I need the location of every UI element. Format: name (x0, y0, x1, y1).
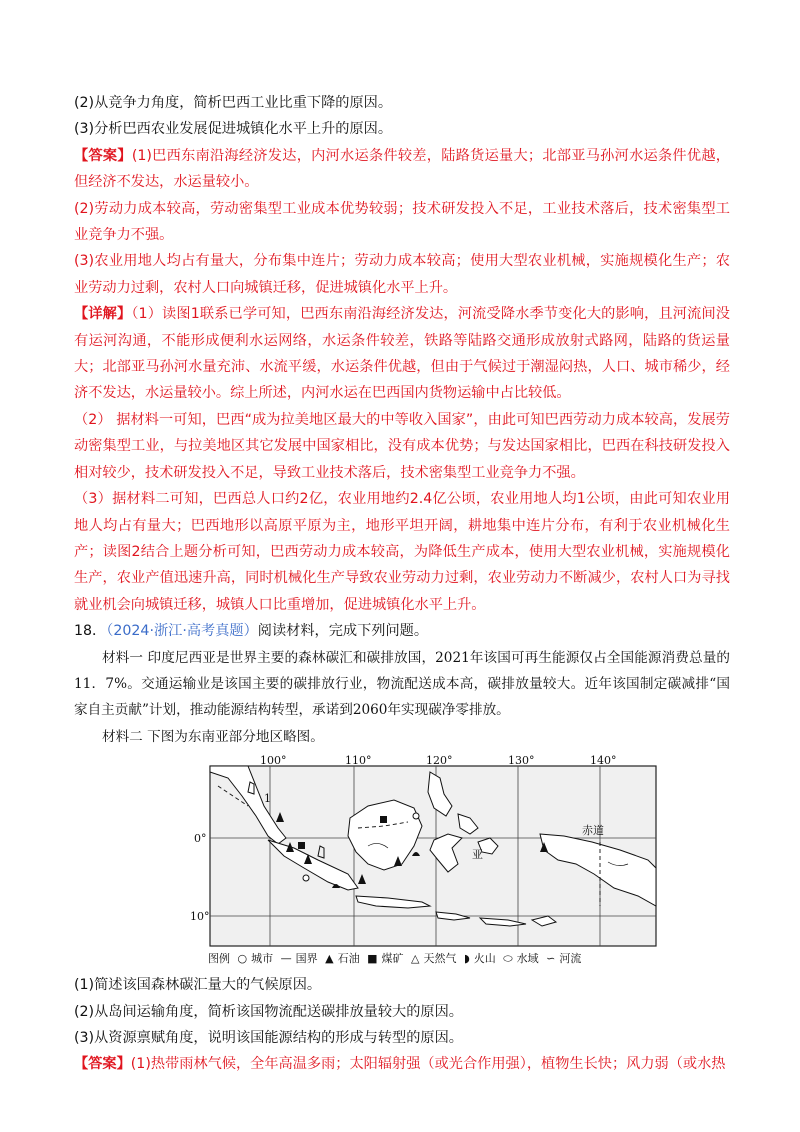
legend-river-icon: ∽ (546, 952, 556, 966)
legend-oil-icon: ▲ (325, 952, 334, 966)
place-label-1: 1 (264, 792, 271, 806)
q18-sub2: (2)从岛间运输角度，简析该国物流配送碳排放量较大的原因。 (74, 1003, 463, 1020)
q17-answer1 (74, 143, 730, 196)
lon-label-100: 100° (260, 754, 287, 768)
legend-volcano: 火山 (473, 952, 496, 966)
q18-answer1 (74, 1051, 730, 1077)
answer1-text: (1)巴西东南沿海经济发达，内河水运条件较差，陆路货运量大；北部亚马孙河水运条件优越，但经济不发达，水运量较小。 (74, 147, 730, 191)
legend-coal: 煤矿 (381, 952, 404, 966)
q18-header (74, 618, 730, 644)
lon-label-140: 140° (590, 754, 617, 768)
legend-city-icon: ○ (237, 952, 248, 966)
legend-oil: 石油 (337, 952, 360, 966)
q17-detail2: （2） 据材料一可知，巴西“成为拉美地区最大的中等收入国家”，由此可知巴西劳动力成本较高，发展劳动密集型工业，与拉美地区其它发展中国家相比，没有成本优势；与发达国家相比，巴西在科技研发投入相对较少，技术研发投入不足，导致工业技术落后，技术密集型工业竞争力不强。 (74, 411, 730, 481)
q18-answer-tag: 【答案】 (74, 1056, 131, 1073)
detail-tag: 【详解】 (74, 306, 132, 323)
q17-sub2: (2)从竞争力角度，简析巴西工业比重下降的原因。 (74, 95, 393, 111)
equator-label: 赤道 (582, 824, 604, 838)
lat-label-10: 10° (190, 910, 210, 924)
southeast-asia-map (190, 754, 658, 948)
legend-coal-icon: ■ (367, 952, 378, 966)
legend-title: 图例 (208, 952, 230, 966)
q17-detail3: （3）据材料二可知，巴西总人口约2亿，农业用地约2.4亿公顷，农业用地人均1公顷，由此可知农业用地人均占有量大；巴西地形以高原平原为主，地形平坦开阔，耕地集中连片分布，有利于农业机械化生产；读图2结合上题分析可知，巴西劳动力成本较高，为降低生产成本，使用大型农业机械，实施规模化生产，农业产值迅速升高，同时机械化生产导致农业劳动力过剩，农业劳动力不断减少，农村人口为寻找就业机会向城镇迁移，城镇人口比重增加，促进城镇化水平上升。 (74, 491, 730, 613)
q18-sub3: (3)从资源禀赋角度，说明该国能源结构的形成与转型的原因。 (74, 1029, 463, 1046)
q18-material2: 材料二 下图为东南亚部分地区略图。 (102, 728, 324, 745)
map-legend (208, 950, 658, 966)
q18-source: （2024·浙江·高考真题） (106, 623, 258, 640)
detail1-text: （1）读图1联系已学可知，巴西东南沿海经济发达，河流受降水季节变化大的影响，且河流间没有运河沟通，不能形成便利水运网络，水运条件较差，铁路等陆路交通形成放射式路网，陆路的货运量大；北部亚马孙河水量充沛、水流平缓，水运条件优越，但由于气候过于潮湿闷热，人口、城市稀少，经济不发达，水运量较小。综上所述，内河水运在巴西国内货物运输中占比较低。 (74, 306, 730, 402)
q18-material1: 材料一 印度尼西亚是世界主要的森林碳汇和碳排放国，2021年该国可再生能源仅占全国能源消费总量的11．7%。交通运输业是该国主要的碳排放行业，物流配送成本高，碳排放量较大。近年该国制定碳减排“国家自主贡献”计划，推动能源结构转型，承诺到2060年实现碳净零排放。 (74, 649, 730, 719)
q18-number: 18． (74, 623, 107, 640)
document-page (74, 90, 730, 1078)
legend-border: 国界 (295, 952, 318, 966)
q18-prompt: 阅读材料，完成下列问题。 (257, 623, 429, 640)
legend-border-icon: — (280, 952, 292, 966)
place-label-2: 亚 (472, 848, 483, 862)
lon-label-130: 130° (508, 754, 535, 768)
q17-sub3: (3)分析巴西农业发展促进城镇化水平上升的原因。 (74, 121, 393, 138)
legend-city: 城市 (251, 952, 274, 966)
lon-label-120: 120° (426, 754, 453, 768)
legend-reservoir-icon: ⬭ (503, 952, 513, 966)
q17-answer3: (3)农业用地人均占有量大，分布集中连片；劳动力成本较高；使用大型农业机械，实施规模化生产；农业劳动力过剩，农村人口向城镇迁移，促进城镇化水平上升。 (74, 253, 730, 296)
answer-tag: 【答案】 (74, 147, 132, 164)
legend-reservoir: 水域 (516, 952, 539, 966)
legend-volcano-icon: ◗ (463, 952, 470, 966)
lon-label-110: 110° (345, 754, 372, 768)
q17-answer2: (2)劳动力成本较高，劳动密集型工业成本优势较弱；技术研发投入不足，工业技术落后，技术密集型工业竞争力不强。 (74, 200, 730, 244)
q17-detail1 (74, 301, 730, 407)
q18-answer1-text: (1)热带雨林气候，全年高温多雨；太阳辐射强（或光合作用强），植物生长快；风力弱（或水热 (130, 1056, 726, 1073)
legend-gas-icon: △ (410, 952, 420, 966)
legend-river: 河流 (559, 952, 582, 966)
map-svg (190, 754, 658, 948)
lat-label-0: 0° (194, 832, 207, 846)
legend-gas: 天然气 (423, 952, 457, 966)
q18-sub1: (1)简述该国森林碳汇量大的气候原因。 (74, 977, 322, 994)
